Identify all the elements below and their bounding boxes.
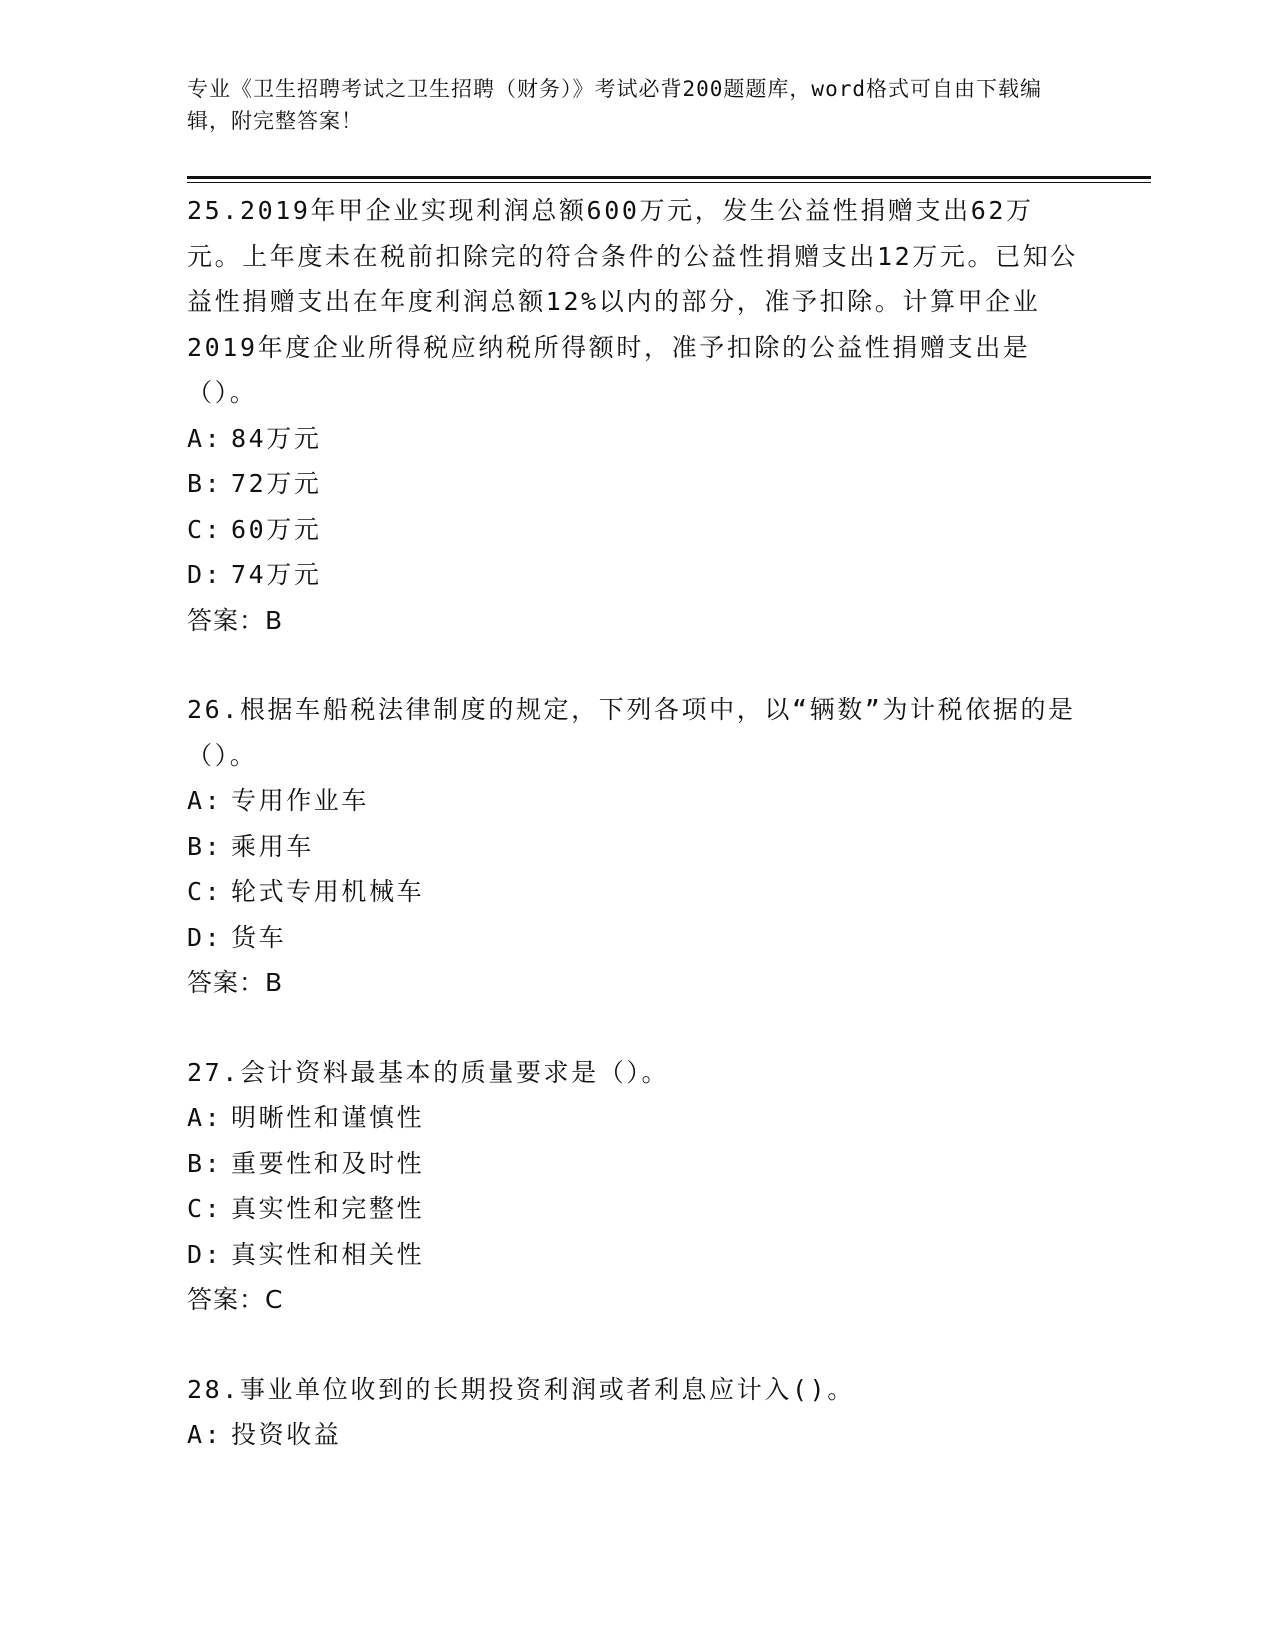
option-text: 乘用车 bbox=[231, 831, 314, 861]
header-divider-thin bbox=[187, 182, 1151, 183]
option-key: D: bbox=[187, 560, 223, 589]
option-d bbox=[187, 1232, 1087, 1278]
option-text: 真实性和完整性 bbox=[231, 1194, 425, 1223]
question-stem: 27.会计资料最基本的质量要求是（）。 bbox=[187, 1057, 670, 1087]
option-key: C: bbox=[187, 1194, 223, 1223]
option-text: 重要性和及时性 bbox=[231, 1148, 425, 1178]
option-key: A: bbox=[187, 786, 223, 815]
question-list bbox=[187, 188, 1087, 1502]
option-a bbox=[187, 416, 1087, 462]
option-c bbox=[187, 1186, 1087, 1232]
option-d bbox=[187, 552, 1087, 598]
option-d bbox=[187, 915, 1087, 961]
option-b bbox=[187, 461, 1087, 507]
option-a bbox=[187, 1095, 1087, 1141]
question-stem: 25.2019年甲企业实现利润总额600万元，发生公益性捐赠支出62万元。上年度未在税前扣除完的符合条件的公益性捐赠支出12万元。已知公益性捐赠支出在年度利润总额12%以内的部分，准予扣除。计算甲企业2019年度企业所得税应纳税所得额时，准予扣除的公益性捐赠支出是（）。 bbox=[187, 196, 1078, 407]
option-text: 轮式专用机械车 bbox=[231, 877, 425, 906]
option-text: 投资收益 bbox=[231, 1420, 342, 1449]
option-b bbox=[187, 1141, 1087, 1187]
option-key: C: bbox=[187, 877, 223, 906]
option-key: A: bbox=[187, 1420, 223, 1449]
option-text: 货车 bbox=[231, 922, 287, 952]
document-header: 专业《卫生招聘考试之卫生招聘（财务）》考试必背200题题库，word格式可自由下载编辑，附完整答案！ bbox=[187, 77, 1042, 133]
option-c bbox=[187, 869, 1087, 915]
answer-line: 答案：B bbox=[187, 968, 284, 997]
option-key: A: bbox=[187, 1103, 223, 1132]
question-27 bbox=[187, 1050, 1087, 1323]
option-key: B: bbox=[187, 831, 223, 861]
option-text: 真实性和相关性 bbox=[231, 1239, 425, 1269]
option-key: D: bbox=[187, 922, 223, 952]
option-c bbox=[187, 507, 1087, 553]
option-key: B: bbox=[187, 469, 223, 498]
option-a bbox=[187, 778, 1087, 824]
option-b bbox=[187, 824, 1087, 870]
option-text: 84万元 bbox=[231, 423, 322, 453]
option-text: 60万元 bbox=[231, 514, 322, 544]
question-26 bbox=[187, 687, 1087, 1006]
option-text: 明晰性和谨慎性 bbox=[231, 1103, 425, 1132]
answer-line: 答案：B bbox=[187, 605, 284, 635]
question-stem: 26.根据车船税法律制度的规定，下列各项中，以“辆数”为计税依据的是（）。 bbox=[187, 695, 1076, 770]
question-28 bbox=[187, 1367, 1087, 1458]
answer-line: 答案：C bbox=[187, 1285, 284, 1314]
option-key: B: bbox=[187, 1148, 223, 1178]
option-key: C: bbox=[187, 514, 223, 544]
question-stem: 28.事业单位收到的长期投资利润或者利息应计入()。 bbox=[187, 1374, 855, 1404]
option-text: 74万元 bbox=[231, 560, 322, 589]
question-25 bbox=[187, 188, 1087, 643]
option-text: 72万元 bbox=[231, 469, 322, 498]
option-a bbox=[187, 1412, 1087, 1458]
option-text: 专用作业车 bbox=[231, 786, 370, 815]
header-divider-thick bbox=[187, 176, 1151, 179]
option-key: D: bbox=[187, 1239, 223, 1269]
option-key: A: bbox=[187, 423, 223, 453]
